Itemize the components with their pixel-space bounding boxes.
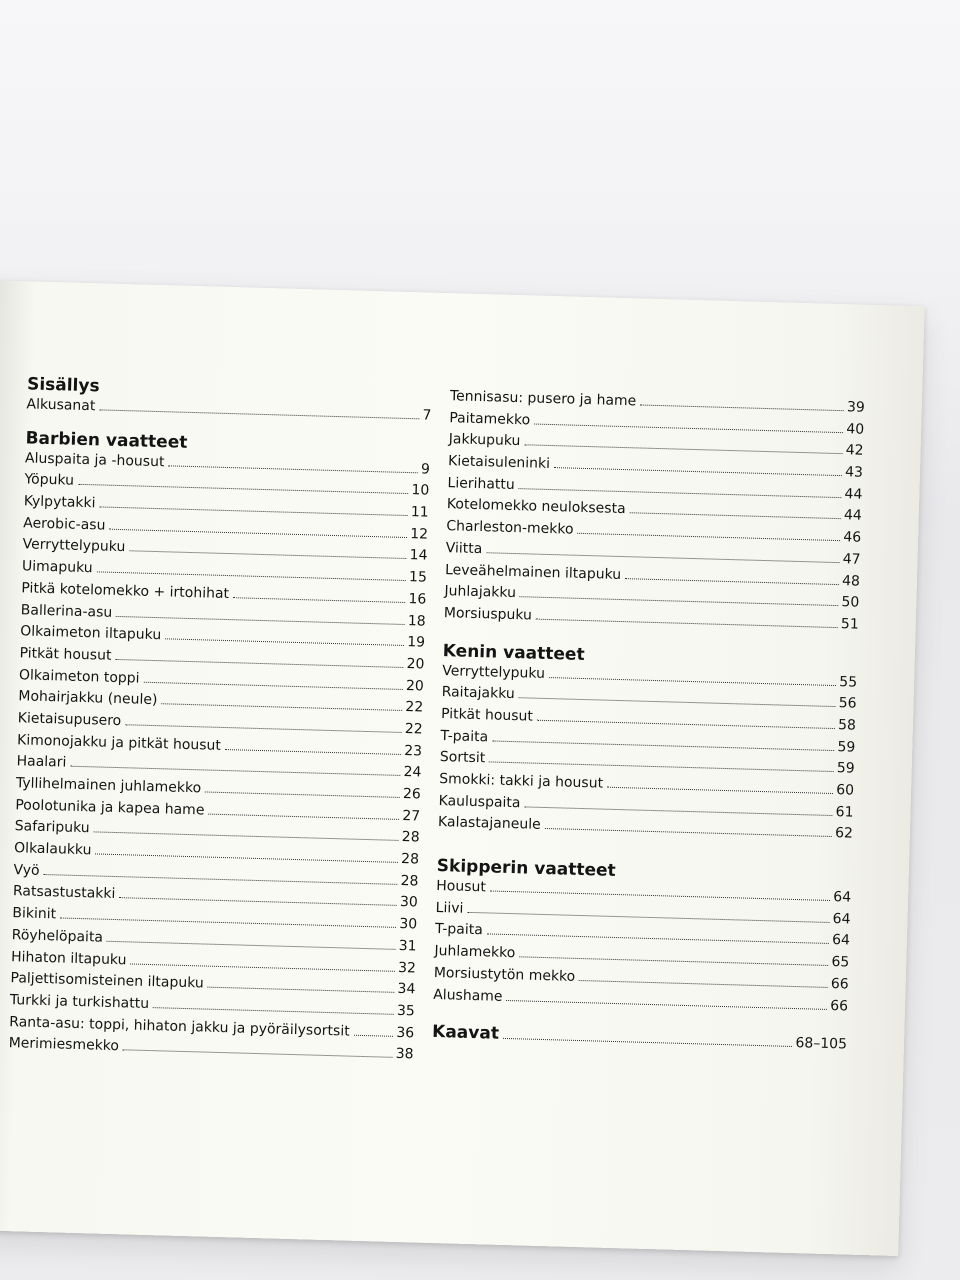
dot-leader <box>95 854 398 863</box>
dot-leader <box>116 615 405 624</box>
toc-entry-page: 58 <box>837 717 857 734</box>
toc-entry-title: Paitamekko <box>449 409 531 429</box>
dot-leader <box>70 766 400 776</box>
toc-entry-page: 30 <box>399 916 418 933</box>
toc-entry-page: 32 <box>397 959 417 976</box>
dot-leader <box>109 528 407 537</box>
toc-entry-title: Olkaimeton toppi <box>18 666 140 687</box>
toc-entry-page: 59 <box>836 760 855 777</box>
toc-entry-title: Kotelomekko neuloksesta <box>446 496 626 518</box>
toc-entry-title: Raitajakku <box>441 684 515 703</box>
toc-entry-title: Kaavat <box>431 1022 500 1044</box>
toc-entry-title: Poolotunika ja kapea hame <box>15 796 205 819</box>
toc-entry-page: 43 <box>844 464 864 481</box>
toc-entry-title: Morsiustytön mekko <box>433 964 576 985</box>
toc-entry-page: 16 <box>408 590 427 608</box>
toc-entry-page: 30 <box>399 894 419 911</box>
toc-entry-page: 66 <box>830 975 849 993</box>
toc-entry-page: 60 <box>836 782 855 799</box>
toc-entry-title: Ballerina-asu <box>20 601 113 621</box>
toc-entry-title: Kauluspaita <box>438 792 521 811</box>
dot-leader <box>205 791 400 797</box>
toc-entry-page: 7 <box>422 407 432 424</box>
toc-entry-title: Juhlamekko <box>434 943 516 962</box>
toc-entry-page: 22 <box>405 699 424 716</box>
dot-leader <box>208 813 399 819</box>
toc-entry-page: 10 <box>411 482 430 499</box>
dot-leader <box>625 578 839 585</box>
toc-entry-title: Housut <box>436 878 487 896</box>
toc-entry-page: 40 <box>846 420 865 438</box>
dot-leader <box>640 404 844 411</box>
dot-leader <box>125 724 402 733</box>
toc-entry-page: 26 <box>402 786 422 803</box>
toc-entry-page: 31 <box>398 937 417 955</box>
toc-entry-title: Vyö <box>13 861 40 879</box>
toc-entry-title: Olkaimeton iltapuku <box>19 623 162 644</box>
dot-leader <box>107 941 396 950</box>
dot-leader <box>233 597 405 603</box>
toc-entry-title: Aluspaita ja -housut <box>24 450 165 470</box>
toc-entry-page: 34 <box>397 981 416 998</box>
toc-entry-title: Liivi <box>435 899 464 917</box>
dot-leader <box>119 898 397 907</box>
toc-entry-title: Kylpytakki <box>23 493 96 512</box>
dot-leader <box>123 1050 393 1059</box>
toc-entry-page: 46 <box>843 529 862 546</box>
dot-leader <box>549 677 836 686</box>
toc-entry-title: Leveähelmainen iltapuku <box>444 561 622 583</box>
toc-entry-title: Paljettisomisteinen iltapuku <box>10 970 204 992</box>
dot-leader <box>630 513 841 520</box>
toc-entry-title: Viitta <box>445 539 483 557</box>
book-page <box>0 280 925 1256</box>
dot-leader <box>208 987 395 993</box>
toc-entry-page: 39 <box>846 399 866 416</box>
dot-leader <box>537 720 835 729</box>
toc-entry-page: 51 <box>840 616 859 633</box>
toc-entry-page: 20 <box>406 655 425 673</box>
toc-entry-page: 18 <box>407 612 426 630</box>
toc-entry-title: Ratsastustakki <box>12 883 116 903</box>
toc-entry-page: 48 <box>841 572 861 590</box>
dot-leader <box>489 762 834 773</box>
toc-entry-page: 23 <box>403 742 423 760</box>
toc-entry-title: Aerobic-asu <box>23 515 106 534</box>
toc-entry-page: 62 <box>834 825 854 842</box>
dot-leader <box>545 828 832 837</box>
dot-leader <box>161 703 402 711</box>
toc-entry-title: Morsiuspuku <box>443 604 533 624</box>
dot-leader <box>99 409 419 419</box>
dot-leader <box>94 832 399 842</box>
dot-leader <box>487 934 829 945</box>
toc-entry-title: Smokki: takki ja housut <box>439 771 604 792</box>
toc-entry-title: Kimonojakku ja pitkät housut <box>16 731 222 754</box>
toc-entry-page: 68–105 <box>795 1035 848 1053</box>
toc-entry-page: 59 <box>837 738 856 756</box>
toc-entry-page: 22 <box>404 720 423 738</box>
dot-leader <box>60 918 396 928</box>
dot-leader <box>524 806 832 816</box>
toc-entry-title: Mohairjakku (neule) <box>18 688 158 709</box>
toc-entry-page: 27 <box>402 807 421 825</box>
toc-entry-title: Safaripuku <box>14 818 90 837</box>
toc-entry-page: 64 <box>832 910 851 928</box>
toc-entry-page: 56 <box>838 695 857 712</box>
dot-leader <box>577 533 840 541</box>
ken-toc-list <box>438 661 858 846</box>
toc-entry-page: 9 <box>420 461 431 478</box>
ken-section-heading: Kenin vaatteet <box>442 640 585 665</box>
toc-entry-title: T-paita <box>434 921 483 939</box>
toc-entry-title: Sortsit <box>439 749 486 767</box>
skipper-section-heading: Skipperin vaatteet <box>436 856 616 882</box>
toc-entry-title: Alkusanat <box>26 396 96 415</box>
toc-entry-page: 50 <box>841 594 860 611</box>
barbie-toc-list-continued <box>444 386 865 636</box>
toc-entry-title: Hihaton iltapuku <box>10 948 127 968</box>
toc-entry-title: Yöpuku <box>24 471 75 490</box>
toc-entry-page: 44 <box>843 507 862 525</box>
contents-heading: Sisällys <box>26 374 100 397</box>
toc-entry-title: Kietaisupusero <box>17 710 122 730</box>
toc-entry-title: Charleston-mekko <box>446 518 574 538</box>
toc-entry-title: Verryttelypuku <box>22 536 126 556</box>
dot-leader <box>579 980 828 988</box>
toc-entry-page: 44 <box>844 485 863 503</box>
toc-entry-page: 47 <box>842 551 861 568</box>
toc-entry-title: Merimiesmekko <box>8 1035 120 1055</box>
dot-leader <box>506 999 827 1009</box>
dot-leader <box>534 423 843 433</box>
toc-entry-title: Jakkupuku <box>448 431 521 450</box>
dot-leader <box>490 891 830 902</box>
toc-entry-page: 19 <box>407 634 426 651</box>
barbie-toc-list <box>8 448 430 1066</box>
left-column <box>8 374 432 1066</box>
toc-entry-page: 20 <box>405 677 425 695</box>
toc-entry-title: Lierihattu <box>447 474 515 493</box>
toc-entry-title: Olkalaukku <box>13 840 92 859</box>
toc-entry-page: 14 <box>409 547 428 565</box>
toc-entry-title: Pitkät housut <box>440 705 534 725</box>
dot-leader <box>354 1034 394 1036</box>
toc-entry-title: Kietaisuleninki <box>447 453 551 473</box>
dot-leader <box>492 740 834 751</box>
toc-entry-title: Kalastajaneule <box>437 814 541 834</box>
dot-leader <box>607 787 833 794</box>
toc-entry-page: 35 <box>396 1002 415 1020</box>
toc-entry-page: 61 <box>835 803 854 821</box>
dot-leader <box>503 1038 793 1047</box>
toc-entry-page: 15 <box>408 569 428 586</box>
toc-entry-page: 55 <box>839 673 858 691</box>
toc-entry-page: 65 <box>831 954 850 971</box>
toc-entry-page: 36 <box>396 1024 415 1041</box>
barbie-section-heading: Barbien vaatteet <box>25 428 188 453</box>
dot-leader <box>519 697 836 707</box>
skipper-toc-list <box>433 876 851 1018</box>
dot-leader <box>143 681 403 689</box>
toc-entry-title: Tennisasu: pusero ja hame <box>449 388 637 410</box>
dot-leader <box>97 571 406 581</box>
toc-entry-page: 38 <box>395 1046 414 1063</box>
toc-entry-title: Pitkät housut <box>19 645 112 664</box>
toc-entry-page: 28 <box>401 829 420 846</box>
toc-entry-title: Bikinit <box>12 905 57 923</box>
dot-leader <box>168 465 418 473</box>
dot-leader <box>554 467 842 476</box>
toc-entry-page: 12 <box>410 525 429 543</box>
toc-entry-title: Pitkä kotelomekko + irtohihat <box>21 580 230 602</box>
toc-entry-title: Tyllihelmainen juhlamekko <box>15 775 202 797</box>
toc-entry-title: T-paita <box>440 727 489 745</box>
toc-entry-page: 66 <box>830 997 849 1015</box>
dot-leader <box>165 638 404 646</box>
toc-entry-page: 64 <box>831 932 851 949</box>
toc-entry-page: 42 <box>845 442 864 460</box>
dot-leader <box>115 659 403 668</box>
dot-leader <box>129 551 406 560</box>
toc-entry-title: Röyhelöpaita <box>11 926 104 946</box>
toc-entry-page: 11 <box>410 504 429 521</box>
toc-entry-title: Ranta-asu: toppi, hihaton jakku ja pyöräilysortsit <box>9 1013 350 1040</box>
dot-leader <box>130 963 395 971</box>
toc-entry-title: Juhlajakku <box>444 583 517 602</box>
dot-leader <box>78 484 408 494</box>
toc-entry-title: Alushame <box>433 986 503 1005</box>
dot-leader <box>99 506 407 516</box>
dot-leader <box>519 956 828 966</box>
toc-entry-title: Verryttelypuku <box>442 662 546 682</box>
dot-leader <box>520 596 839 606</box>
toc-entry-page: 28 <box>400 851 420 868</box>
right-column <box>432 386 865 1056</box>
dot-leader <box>225 749 401 755</box>
toc-entry-page: 64 <box>833 889 852 906</box>
dot-leader <box>524 445 842 455</box>
toc-entry-page: 28 <box>400 872 419 890</box>
dot-leader <box>519 488 842 498</box>
dot-leader <box>536 619 838 628</box>
toc-entry-title: Turkki ja turkishattu <box>9 991 150 1012</box>
toc-entry-title: Uimapuku <box>21 558 93 577</box>
dot-leader <box>153 1007 394 1015</box>
toc-entry-title: Haalari <box>16 753 67 771</box>
toc-entry-page: 24 <box>403 764 422 781</box>
